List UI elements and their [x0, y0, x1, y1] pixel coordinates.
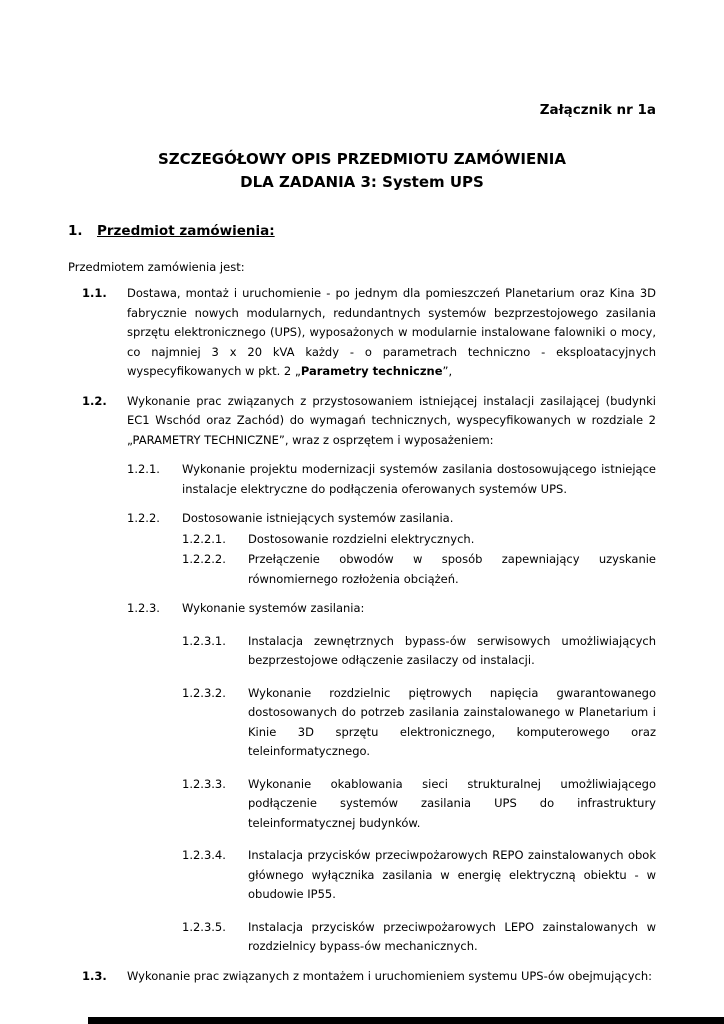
list-item-1-1 — [68, 284, 656, 382]
item-text: Instalacja zewnętrznych bypass-ów serwisowych umożliwiających bezprzestojowe odłączenie zasilaczy od instalacji. — [248, 633, 656, 667]
item-number: 1.2.1. — [127, 462, 160, 476]
item-number: 1.1. — [82, 286, 107, 300]
document-title-line1: SZCZEGÓŁOWY OPIS PRZEDMIOTU ZAMÓWIENIA — [158, 150, 566, 168]
item-text: Wykonanie systemów zasilania: — [182, 601, 365, 615]
item-text-bold: Parametry techniczne — [300, 364, 443, 378]
section-number: 1. — [68, 223, 83, 239]
item-text — [127, 284, 656, 382]
item-text: Dostosowanie rozdzielni elektrycznych. — [248, 531, 475, 546]
list-item-1-2-3-4 — [68, 846, 656, 905]
list-item-1-2-1 — [68, 460, 656, 499]
item-number: 1.2. — [82, 393, 107, 408]
item-text: Przełączenie obwodów w sposób zapewniający uzyskanie równomiernego rozłożenia obciążeń. — [248, 552, 656, 586]
list-item-1-3 — [68, 967, 656, 987]
section-heading — [68, 223, 656, 239]
page-bottom-scan-line — [88, 1017, 724, 1024]
item-text: Instalacja przycisków przeciwpożarowych REPO zainstalowanych obok głównego wyłącznika zasilania w energię elektryczną obiektu - w obudowie IP55. — [248, 848, 656, 901]
list-item-1-2-2-2 — [68, 550, 656, 589]
document-title-line2: DLA ZADANIA 3: System UPS — [240, 173, 484, 191]
item-text: Instalacja przycisków przeciwpożarowych LEPO zainstalowanych w rozdzielnicy bypass-ów mechanicznych. — [248, 919, 656, 953]
list-item-1-2-2-1 — [68, 530, 656, 550]
intro-paragraph: Przedmiotem zamówienia jest: — [68, 260, 245, 274]
item-text: Wykonanie prac związanych z przystosowaniem istniejącej instalacji zasilającej (budynki EC1 Wschód oraz Zachód) do wymagań technicznych, wyspecyfikowanych w rozdziale 2 „PARAMETRY TECHNICZNE”, wraz z osprzętem i wyposażeniem: — [127, 393, 656, 447]
item-number: 1.2.3. — [127, 601, 160, 615]
item-text: Wykonanie prac związanych z montażem i uruchomieniem systemu UPS-ów obejmujących: — [127, 968, 653, 983]
item-text: Wykonanie rozdzielnic piętrowych napięcia gwarantowanego dostosowanych do potrzeb zasilania zainstalowanego w Planetarium i Kinie 3D sprzętu elektronicznego, komputerowego oraz teleinformatycznego. — [248, 685, 656, 758]
item-text-part1: Dostawa, montaż i uruchomienie - po jednym dla pomieszczeń Planetarium oraz Kina 3D fabrycznie nowych modularnych, redundantnych systemów bezprzestojowego zasilania sprzętu elektronicznego (UPS), wyposażonych w modularnie instalowane falowniki o mocy, co najmniej 3 x 20 kVA każdy - o parametrach techniczno - eksploatacyjnych wyspecyfikowanych w pkt. 2 „ — [127, 286, 656, 378]
item-number: 1.3. — [82, 968, 107, 983]
document-title — [68, 148, 656, 194]
item-number: 1.2.3.2. — [182, 685, 226, 700]
list-item-1-2-3-3 — [68, 775, 656, 834]
item-text-part2: ”, — [442, 364, 453, 378]
item-text: Dostosowanie istniejących systemów zasilania. — [182, 511, 454, 525]
list-item-1-2-2 — [68, 509, 656, 529]
list-item-1-2-3-1 — [68, 632, 656, 671]
item-number: 1.2.2.2. — [182, 552, 226, 566]
item-number: 1.2.3.3. — [182, 776, 226, 791]
item-number: 1.2.3.5. — [182, 919, 226, 934]
attachment-label: Załącznik nr 1a — [539, 102, 656, 118]
item-number: 1.2.3.4. — [182, 848, 226, 862]
list-item-1-2-3-2 — [68, 684, 656, 762]
item-number: 1.2.2.1. — [182, 531, 226, 546]
item-text: Wykonanie projektu modernizacji systemów zasilania dostosowującego istniejące instalacje elektryczne do podłączenia oferowanych systemów UPS. — [182, 462, 656, 496]
item-number: 1.2.3.1. — [182, 633, 226, 648]
section-heading-text: Przedmiot zamówienia: — [97, 223, 275, 239]
item-text: Wykonanie okablowania sieci strukturalnej umożliwiającego podłączenie systemów zasilania UPS do infrastruktury teleinformatycznej budynków. — [248, 776, 656, 830]
list-item-1-2 — [68, 392, 656, 451]
list-item-1-2-3 — [68, 599, 656, 619]
item-number: 1.2.2. — [127, 511, 160, 525]
list-item-1-2-3-5 — [68, 918, 656, 957]
